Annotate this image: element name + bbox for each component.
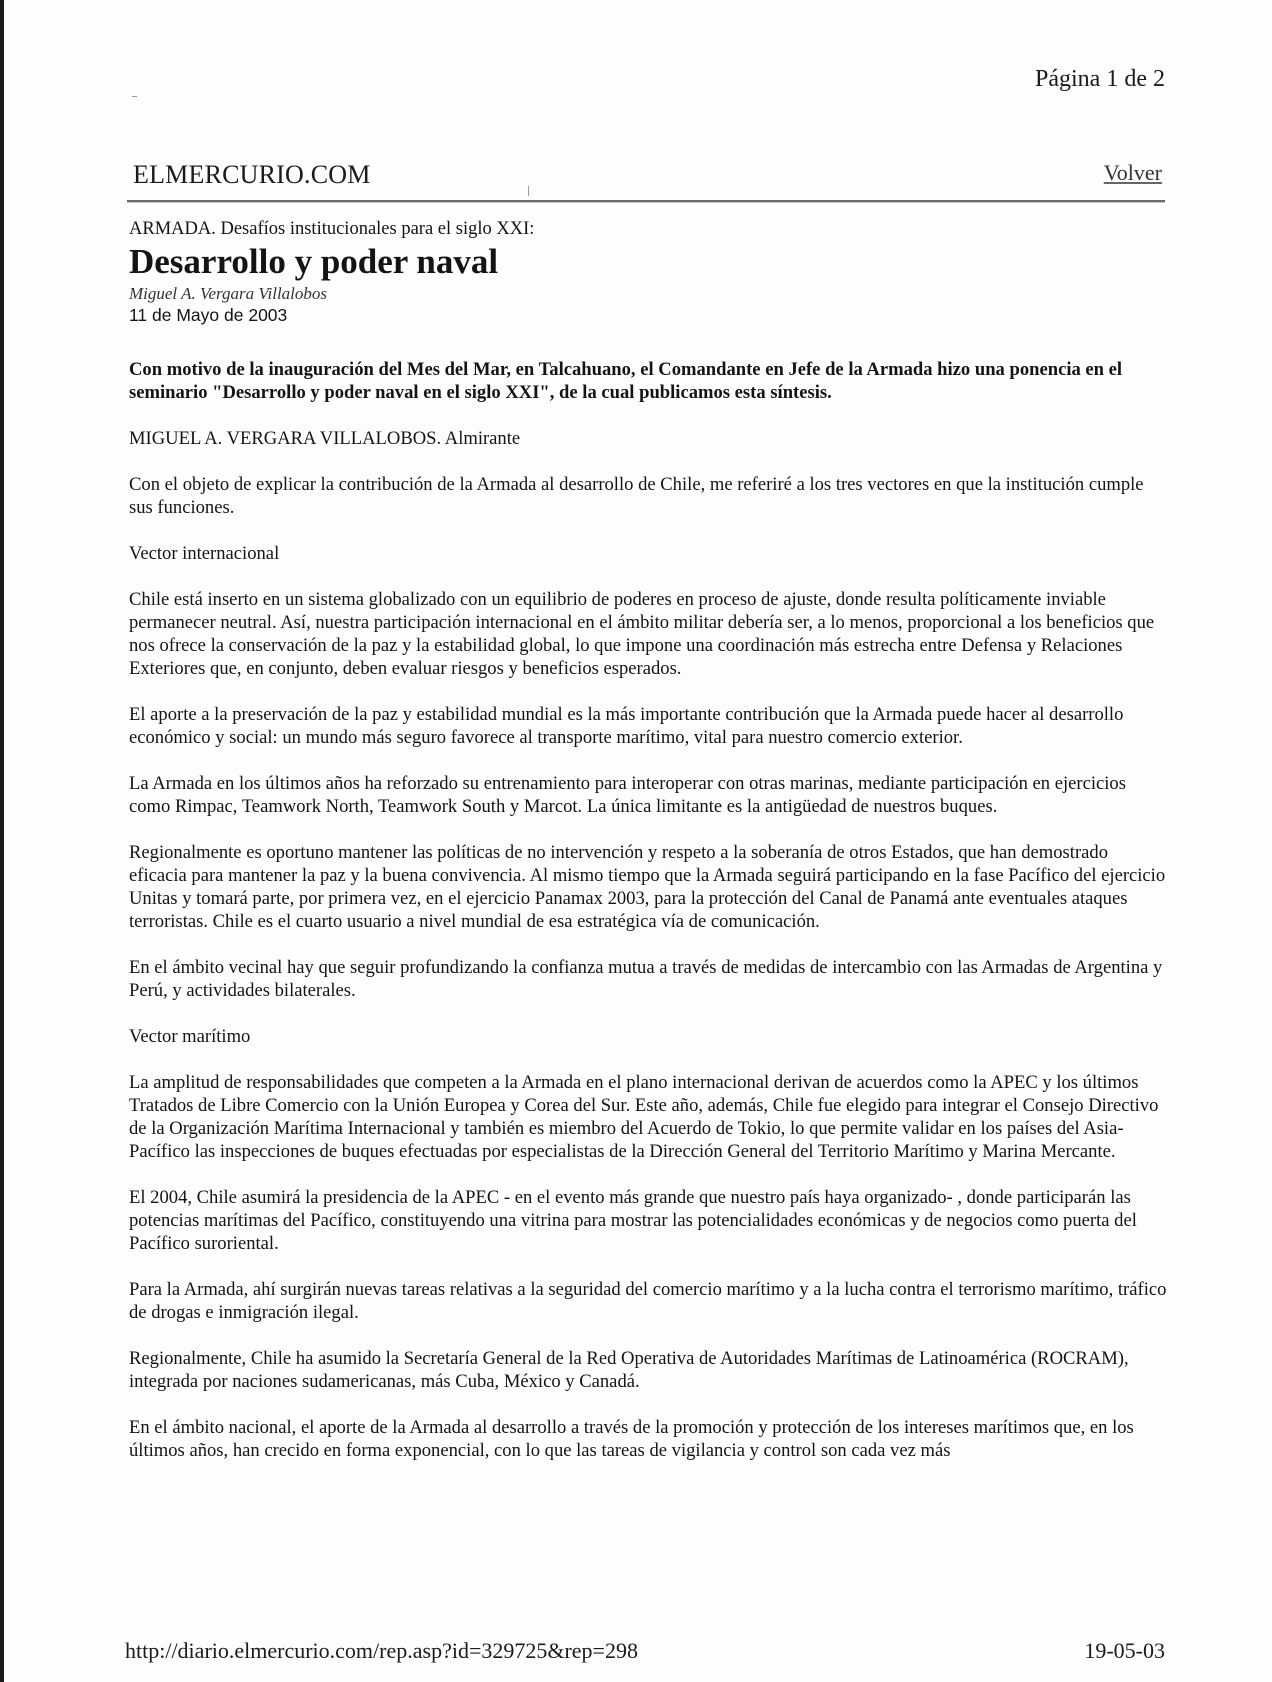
scan-edge (0, 0, 4, 1682)
article-kicker: ARMADA. Desafíos institucionales para el siglo XXI: (129, 219, 535, 239)
scan-speck (132, 96, 137, 97)
page-number: Página 1 de 2 (1035, 66, 1165, 92)
article-body (129, 427, 1169, 1462)
section-heading: Vector internacional (129, 543, 280, 564)
paragraph: Chile está inserto en un sistema globalizado con un equilibrio de poderes en proceso de ajuste, donde resulta políticamente inviable permanecer neutral. Así, nuestra participación internacional en el ámbito militar debería ser, a lo menos, proporcional a los beneficios que nos ofrece la conservación de la paz y la estabilidad global, lo que impone una coordinación más estrecha entre Defensa y Relaciones Exteriores que, en conjunto, deben evaluar riesgos y beneficios esperados. (129, 589, 1155, 679)
paragraph: El aporte a la preservación de la paz y estabilidad mundial es la más importante contribución que la Armada puede hacer al desarrollo económico y social: un mundo más seguro favorece al transporte marítimo, vital para nuestro comercio exterior. (129, 704, 1124, 748)
paragraph: En el ámbito vecinal hay que seguir profundizando la confianza mutua a través de medidas de intercambio con las Armadas de Argentina y Perú, y actividades bilaterales. (129, 957, 1163, 1001)
section-heading: Vector marítimo (129, 1026, 251, 1047)
footer-url: http://diario.elmercurio.com/rep.asp?id=329725&rep=298 (125, 1638, 638, 1663)
back-link[interactable]: Volver (1103, 160, 1162, 185)
footer-date: 19-05-03 (1084, 1638, 1165, 1663)
article-headline: Desarrollo y poder naval (129, 242, 499, 281)
site-name: ELMERCURIO.COM (133, 160, 371, 189)
paragraph: En el ámbito nacional, el aporte de la Armada al desarrollo a través de la promoción y protección de los intereses marítimos que, en los últimos años, han crecido en forma exponencial, con lo que las tareas de vigilancia y control son cada vez más (129, 1417, 1134, 1461)
article-author: Miguel A. Vergara Villalobos (129, 284, 328, 303)
paragraph: Con el objeto de explicar la contribución de la Armada al desarrollo de Chile, me referiré a los tres vectores en que la institución cumple sus funciones. (129, 474, 1144, 518)
paragraph: La Armada en los últimos años ha reforzado su entrenamiento para interoperar con otras marinas, mediante participación en ejercicios como Rimpac, Teamwork North, Teamwork South y Marcot. La única limitante es la antigüedad de nuestros buques. (129, 773, 1126, 817)
paragraph: La amplitud de responsabilidades que competen a la Armada en el plano internacional derivan de acuerdos como la APEC y los últimos Tratados de Libre Comercio con la Unión Europea y Corea del Sur. Este año, además, Chile fue elegido para integrar el Consejo Directivo de la Organización Marítima Internacional y también es miembro del Acuerdo de Tokio, lo que permite validar en los países del Asia-Pacífico las inspecciones de buques efectuadas por especialistas de la Dirección General del Territorio Marítimo y Marina Mercante. (129, 1072, 1159, 1162)
paragraph: Regionalmente es oportuno mantener las políticas de no intervención y respeto a la soberanía de otros Estados, que han demostrado eficacia para mantener la paz y la buena convivencia. Al mismo tiempo que la Armada seguirá participando en la fase Pacífico del ejercicio Unitas y tomará parte, por primera vez, en el ejercicio Panamax 2003, para la protección del Canal de Panamá ante eventuales ataques terroristas. Chile es el cuarto usuario a nivel mundial de esa estratégica vía de comunicación. (129, 842, 1166, 932)
author-credit: MIGUEL A. VERGARA VILLALOBOS. Almirante (129, 428, 521, 449)
article-lead: Con motivo de la inauguración del Mes del Mar, en Talcahuano, el Comandante en Jefe de la Armada hizo una ponencia en el seminario "Desarrollo y poder naval en el siglo XXI", de la cual publicamos esta síntesis. (129, 359, 1123, 403)
paragraph: Para la Armada, ahí surgirán nuevas tareas relativas a la seguridad del comercio marítimo y a la lucha contra el terrorismo marítimo, tráfico de drogas e inmigración ilegal. (129, 1279, 1167, 1323)
scan-speck (528, 186, 529, 196)
article-date: 11 de Mayo de 2003 (129, 305, 288, 325)
paragraph: Regionalmente, Chile ha asumido la Secretaría General de la Red Operativa de Autoridades Marítimas de Latinoamérica (ROCRAM), integrada por naciones sudamericanas, más Cuba, México y Canadá. (129, 1348, 1129, 1392)
article (129, 218, 1169, 1485)
paragraph: El 2004, Chile asumirá la presidencia de la APEC - en el evento más grande que nuestro país haya organizado- , donde participarán las potencias marítimas del Pacífico, constituyendo una vitrina para mostrar las potencialidades económicas y de negocios como puerta del Pacífico suroriental. (129, 1187, 1137, 1254)
header-divider (127, 200, 1165, 203)
